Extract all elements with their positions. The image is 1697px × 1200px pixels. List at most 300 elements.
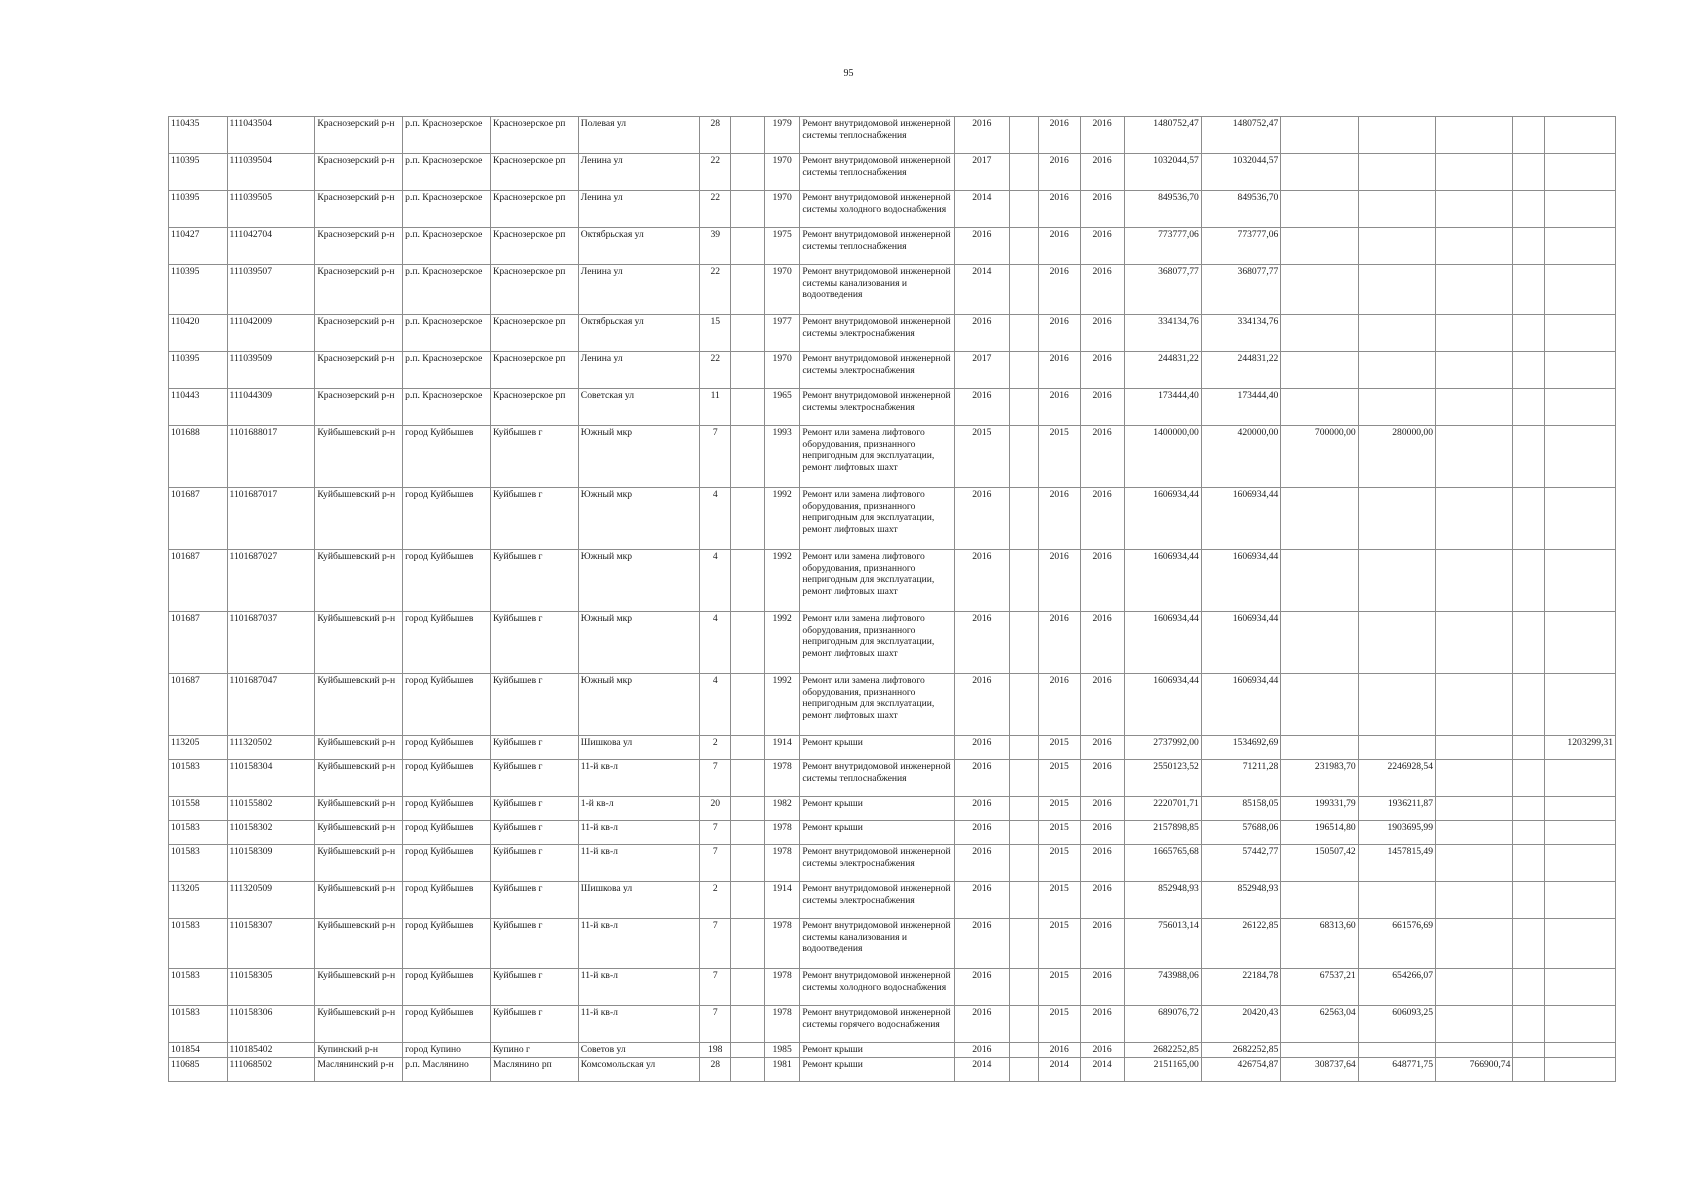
end-year-cell: 2016 xyxy=(1080,882,1124,919)
house-id-cell: 110395 xyxy=(169,191,228,228)
build-year-cell: 1914 xyxy=(764,882,800,919)
blank-cell xyxy=(1513,265,1544,315)
end-year-cell: 2016 xyxy=(1080,488,1124,550)
regional-budget-cell xyxy=(1281,352,1358,389)
owners-funds-cell: 766900,74 xyxy=(1436,1057,1513,1081)
end-year-cell: 2016 xyxy=(1080,736,1124,760)
other-funds-cell xyxy=(1544,389,1615,426)
fund-cost-cell: 173444,40 xyxy=(1201,389,1280,426)
record-code-cell: 111039509 xyxy=(227,352,315,389)
other-funds-cell xyxy=(1544,919,1615,969)
local-budget-cell: 648771,75 xyxy=(1358,1057,1435,1081)
blank-cell xyxy=(1513,1043,1544,1058)
start-year-cell: 2015 xyxy=(1038,845,1080,882)
district-cell: Куйбышевский р-н xyxy=(315,736,403,760)
owners-funds-cell xyxy=(1436,882,1513,919)
locality-cell: Куйбышев г xyxy=(490,426,578,488)
local-budget-cell: 661576,69 xyxy=(1358,919,1435,969)
start-year-cell: 2015 xyxy=(1038,969,1080,1006)
blank-cell xyxy=(1009,191,1038,228)
locality-cell: Куйбышев г xyxy=(490,919,578,969)
total-cost-cell: 2157898,85 xyxy=(1124,821,1201,845)
street-cell: 11-й кв-л xyxy=(578,919,699,969)
house-id-cell: 101687 xyxy=(169,550,228,612)
regional-budget-cell xyxy=(1281,550,1358,612)
work-type-cell: Ремонт крыши xyxy=(800,821,955,845)
blank-cell xyxy=(1513,117,1544,154)
regional-budget-cell: 231983,70 xyxy=(1281,760,1358,797)
record-code-cell: 110158309 xyxy=(227,845,315,882)
blank-cell xyxy=(1513,191,1544,228)
local-budget-cell xyxy=(1358,352,1435,389)
start-year-cell: 2016 xyxy=(1038,612,1080,674)
record-code-cell: 111039507 xyxy=(227,265,315,315)
other-funds-cell xyxy=(1544,612,1615,674)
total-cost-cell: 1606934,44 xyxy=(1124,488,1201,550)
work-type-cell: Ремонт крыши xyxy=(800,1043,955,1058)
street-cell: 11-й кв-л xyxy=(578,1006,699,1043)
blank-cell xyxy=(1513,488,1544,550)
settlement-cell: город Куйбышев xyxy=(403,550,491,612)
blank-cell xyxy=(1513,821,1544,845)
local-budget-cell xyxy=(1358,736,1435,760)
house-number-cell: 7 xyxy=(700,919,731,969)
end-year-cell: 2016 xyxy=(1080,228,1124,265)
end-year-cell: 2016 xyxy=(1080,845,1124,882)
district-cell: Куйбышевский р-н xyxy=(315,797,403,821)
house-number-cell: 7 xyxy=(700,821,731,845)
table-row xyxy=(169,797,1616,821)
total-cost-cell: 1606934,44 xyxy=(1124,550,1201,612)
owners-funds-cell xyxy=(1436,821,1513,845)
total-cost-cell: 743988,06 xyxy=(1124,969,1201,1006)
blank-cell xyxy=(731,674,764,736)
street-cell: Шишкова ул xyxy=(578,882,699,919)
total-cost-cell: 2151165,00 xyxy=(1124,1057,1201,1081)
blank-cell xyxy=(1009,736,1038,760)
district-cell: Краснозерский р-н xyxy=(315,228,403,265)
fund-cost-cell: 852948,93 xyxy=(1201,882,1280,919)
total-cost-cell: 1480752,47 xyxy=(1124,117,1201,154)
house-number-cell: 22 xyxy=(700,154,731,191)
settlement-cell: р.п. Краснозерское xyxy=(403,352,491,389)
blank-cell xyxy=(1009,1006,1038,1043)
regional-budget-cell xyxy=(1281,389,1358,426)
start-year-cell: 2016 xyxy=(1038,1043,1080,1058)
regional-budget-cell: 67537,21 xyxy=(1281,969,1358,1006)
fund-cost-cell: 244831,22 xyxy=(1201,352,1280,389)
locality-cell: Куйбышев г xyxy=(490,821,578,845)
settlement-cell: р.п. Краснозерское xyxy=(403,154,491,191)
house-id-cell: 101583 xyxy=(169,821,228,845)
work-type-cell: Ремонт внутридомовой инженерной системы электроснабжения xyxy=(800,352,955,389)
local-budget-cell xyxy=(1358,117,1435,154)
locality-cell: Куйбышев г xyxy=(490,736,578,760)
plan-year-cell: 2016 xyxy=(955,845,1009,882)
total-cost-cell: 1400000,00 xyxy=(1124,426,1201,488)
local-budget-cell xyxy=(1358,612,1435,674)
regional-budget-cell xyxy=(1281,191,1358,228)
blank-cell xyxy=(1513,352,1544,389)
blank-cell xyxy=(1513,1057,1544,1081)
end-year-cell: 2016 xyxy=(1080,919,1124,969)
local-budget-cell xyxy=(1358,154,1435,191)
total-cost-cell: 756013,14 xyxy=(1124,919,1201,969)
owners-funds-cell xyxy=(1436,550,1513,612)
district-cell: Куйбышевский р-н xyxy=(315,882,403,919)
fund-cost-cell: 1480752,47 xyxy=(1201,117,1280,154)
house-id-cell: 110395 xyxy=(169,154,228,191)
house-id-cell: 110427 xyxy=(169,228,228,265)
district-cell: Куйбышевский р-н xyxy=(315,674,403,736)
work-type-cell: Ремонт внутридомовой инженерной системы теплоснабжения xyxy=(800,154,955,191)
work-type-cell: Ремонт внутридомовой инженерной системы теплоснабжения xyxy=(800,760,955,797)
end-year-cell: 2016 xyxy=(1080,352,1124,389)
local-budget-cell: 1903695,99 xyxy=(1358,821,1435,845)
house-number-cell: 198 xyxy=(700,1043,731,1058)
table-row xyxy=(169,315,1616,352)
fund-cost-cell: 1606934,44 xyxy=(1201,550,1280,612)
owners-funds-cell xyxy=(1436,612,1513,674)
settlement-cell: город Куйбышев xyxy=(403,612,491,674)
street-cell: Советская ул xyxy=(578,389,699,426)
owners-funds-cell xyxy=(1436,674,1513,736)
build-year-cell: 1981 xyxy=(764,1057,800,1081)
locality-cell: Куйбышев г xyxy=(490,488,578,550)
build-year-cell: 1978 xyxy=(764,845,800,882)
house-id-cell: 101583 xyxy=(169,845,228,882)
district-cell: Краснозерский р-н xyxy=(315,191,403,228)
other-funds-cell xyxy=(1544,426,1615,488)
work-type-cell: Ремонт или замена лифтового оборудования, признанного непригодным для эксплуатации, ремонт лифтовых шахт xyxy=(800,488,955,550)
fund-cost-cell: 1534692,69 xyxy=(1201,736,1280,760)
start-year-cell: 2016 xyxy=(1038,315,1080,352)
start-year-cell: 2016 xyxy=(1038,389,1080,426)
record-code-cell: 111039504 xyxy=(227,154,315,191)
fund-cost-cell: 71211,28 xyxy=(1201,760,1280,797)
total-cost-cell: 2737992,00 xyxy=(1124,736,1201,760)
blank-cell xyxy=(731,797,764,821)
end-year-cell: 2016 xyxy=(1080,674,1124,736)
street-cell: Ленина ул xyxy=(578,191,699,228)
record-code-cell: 110158305 xyxy=(227,969,315,1006)
end-year-cell: 2016 xyxy=(1080,117,1124,154)
end-year-cell: 2016 xyxy=(1080,426,1124,488)
street-cell: Ленина ул xyxy=(578,352,699,389)
work-type-cell: Ремонт внутридомовой инженерной системы теплоснабжения xyxy=(800,117,955,154)
district-cell: Куйбышевский р-н xyxy=(315,845,403,882)
build-year-cell: 1992 xyxy=(764,550,800,612)
regional-budget-cell: 196514,80 xyxy=(1281,821,1358,845)
plan-year-cell: 2016 xyxy=(955,797,1009,821)
house-id-cell: 101854 xyxy=(169,1043,228,1058)
street-cell: Октябрьская ул xyxy=(578,228,699,265)
blank-cell xyxy=(731,882,764,919)
district-cell: Краснозерский р-н xyxy=(315,117,403,154)
build-year-cell: 1975 xyxy=(764,228,800,265)
street-cell: Южный мкр xyxy=(578,612,699,674)
other-funds-cell xyxy=(1544,117,1615,154)
start-year-cell: 2014 xyxy=(1038,1057,1080,1081)
settlement-cell: город Куйбышев xyxy=(403,736,491,760)
other-funds-cell xyxy=(1544,191,1615,228)
owners-funds-cell xyxy=(1436,191,1513,228)
locality-cell: Краснозерское рп xyxy=(490,228,578,265)
table-row xyxy=(169,1057,1616,1081)
start-year-cell: 2015 xyxy=(1038,760,1080,797)
total-cost-cell: 689076,72 xyxy=(1124,1006,1201,1043)
street-cell: 1-й кв-л xyxy=(578,797,699,821)
local-budget-cell xyxy=(1358,550,1435,612)
regional-budget-cell xyxy=(1281,1043,1358,1058)
district-cell: Краснозерский р-н xyxy=(315,315,403,352)
blank-cell xyxy=(1009,845,1038,882)
settlement-cell: р.п. Краснозерское xyxy=(403,315,491,352)
street-cell: Советов ул xyxy=(578,1043,699,1058)
table-row xyxy=(169,760,1616,797)
settlement-cell: город Куйбышев xyxy=(403,845,491,882)
owners-funds-cell xyxy=(1436,154,1513,191)
record-code-cell: 111044309 xyxy=(227,389,315,426)
locality-cell: Краснозерское рп xyxy=(490,117,578,154)
blank-cell xyxy=(731,191,764,228)
district-cell: Куйбышевский р-н xyxy=(315,488,403,550)
owners-funds-cell xyxy=(1436,1043,1513,1058)
plan-year-cell: 2016 xyxy=(955,550,1009,612)
house-id-cell: 101583 xyxy=(169,919,228,969)
fund-cost-cell: 2682252,85 xyxy=(1201,1043,1280,1058)
blank-cell xyxy=(1513,845,1544,882)
house-id-cell: 110395 xyxy=(169,352,228,389)
start-year-cell: 2016 xyxy=(1038,154,1080,191)
end-year-cell: 2016 xyxy=(1080,1006,1124,1043)
district-cell: Куйбышевский р-н xyxy=(315,919,403,969)
total-cost-cell: 2550123,52 xyxy=(1124,760,1201,797)
house-number-cell: 2 xyxy=(700,882,731,919)
house-number-cell: 22 xyxy=(700,265,731,315)
settlement-cell: город Купино xyxy=(403,1043,491,1058)
house-id-cell: 110685 xyxy=(169,1057,228,1081)
page-number: 95 xyxy=(843,68,854,79)
other-funds-cell xyxy=(1544,882,1615,919)
locality-cell: Купино г xyxy=(490,1043,578,1058)
work-type-cell: Ремонт крыши xyxy=(800,797,955,821)
other-funds-cell xyxy=(1544,1057,1615,1081)
record-code-cell: 111068502 xyxy=(227,1057,315,1081)
settlement-cell: р.п. Краснозерское xyxy=(403,191,491,228)
regional-budget-cell: 150507,42 xyxy=(1281,845,1358,882)
settlement-cell: р.п. Краснозерское xyxy=(403,228,491,265)
house-id-cell: 113205 xyxy=(169,736,228,760)
blank-cell xyxy=(1513,550,1544,612)
fund-cost-cell: 1606934,44 xyxy=(1201,488,1280,550)
table-row xyxy=(169,969,1616,1006)
build-year-cell: 1982 xyxy=(764,797,800,821)
other-funds-cell xyxy=(1544,797,1615,821)
record-code-cell: 110185402 xyxy=(227,1043,315,1058)
blank-cell xyxy=(1009,389,1038,426)
plan-year-cell: 2016 xyxy=(955,760,1009,797)
plan-year-cell: 2016 xyxy=(955,488,1009,550)
district-cell: Куйбышевский р-н xyxy=(315,612,403,674)
settlement-cell: город Куйбышев xyxy=(403,969,491,1006)
owners-funds-cell xyxy=(1436,919,1513,969)
fund-cost-cell: 1606934,44 xyxy=(1201,674,1280,736)
local-budget-cell xyxy=(1358,191,1435,228)
house-number-cell: 22 xyxy=(700,352,731,389)
owners-funds-cell xyxy=(1436,760,1513,797)
fund-cost-cell: 1032044,57 xyxy=(1201,154,1280,191)
district-cell: Краснозерский р-н xyxy=(315,154,403,191)
plan-year-cell: 2016 xyxy=(955,1006,1009,1043)
build-year-cell: 1992 xyxy=(764,488,800,550)
district-cell: Куйбышевский р-н xyxy=(315,760,403,797)
owners-funds-cell xyxy=(1436,315,1513,352)
plan-year-cell: 2017 xyxy=(955,352,1009,389)
blank-cell xyxy=(731,389,764,426)
house-number-cell: 15 xyxy=(700,315,731,352)
house-number-cell: 39 xyxy=(700,228,731,265)
street-cell: 11-й кв-л xyxy=(578,969,699,1006)
start-year-cell: 2016 xyxy=(1038,228,1080,265)
street-cell: Южный мкр xyxy=(578,426,699,488)
blank-cell xyxy=(731,228,764,265)
start-year-cell: 2016 xyxy=(1038,191,1080,228)
work-type-cell: Ремонт внутридомовой инженерной системы горячего водоснабжения xyxy=(800,1006,955,1043)
blank-cell xyxy=(1009,265,1038,315)
district-cell: Куйбышевский р-н xyxy=(315,426,403,488)
house-number-cell: 11 xyxy=(700,389,731,426)
house-number-cell: 2 xyxy=(700,736,731,760)
record-code-cell: 110158302 xyxy=(227,821,315,845)
end-year-cell: 2016 xyxy=(1080,550,1124,612)
street-cell: Ленина ул xyxy=(578,154,699,191)
other-funds-cell xyxy=(1544,845,1615,882)
district-cell: Купинский р-н xyxy=(315,1043,403,1058)
house-id-cell: 101583 xyxy=(169,969,228,1006)
work-type-cell: Ремонт крыши xyxy=(800,736,955,760)
blank-cell xyxy=(1513,315,1544,352)
regional-budget-cell xyxy=(1281,265,1358,315)
district-cell: Куйбышевский р-н xyxy=(315,969,403,1006)
fund-cost-cell: 57688,06 xyxy=(1201,821,1280,845)
owners-funds-cell xyxy=(1436,228,1513,265)
street-cell: Южный мкр xyxy=(578,488,699,550)
table-row xyxy=(169,612,1616,674)
plan-year-cell: 2017 xyxy=(955,154,1009,191)
settlement-cell: город Куйбышев xyxy=(403,797,491,821)
table-row xyxy=(169,882,1616,919)
other-funds-cell xyxy=(1544,969,1615,1006)
regional-budget-cell: 68313,60 xyxy=(1281,919,1358,969)
settlement-cell: город Куйбышев xyxy=(403,674,491,736)
house-id-cell: 110395 xyxy=(169,265,228,315)
total-cost-cell: 368077,77 xyxy=(1124,265,1201,315)
end-year-cell: 2014 xyxy=(1080,1057,1124,1081)
blank-cell xyxy=(731,1043,764,1058)
owners-funds-cell xyxy=(1436,426,1513,488)
build-year-cell: 1993 xyxy=(764,426,800,488)
total-cost-cell: 1606934,44 xyxy=(1124,612,1201,674)
regional-budget-cell xyxy=(1281,315,1358,352)
blank-cell xyxy=(731,612,764,674)
build-year-cell: 1992 xyxy=(764,612,800,674)
record-code-cell: 110158304 xyxy=(227,760,315,797)
table-row xyxy=(169,426,1616,488)
locality-cell: Краснозерское рп xyxy=(490,265,578,315)
other-funds-cell xyxy=(1544,1043,1615,1058)
blank-cell xyxy=(1009,315,1038,352)
plan-year-cell: 2014 xyxy=(955,265,1009,315)
other-funds-cell xyxy=(1544,265,1615,315)
fund-cost-cell: 368077,77 xyxy=(1201,265,1280,315)
blank-cell xyxy=(1009,550,1038,612)
work-type-cell: Ремонт внутридомовой инженерной системы электроснабжения xyxy=(800,882,955,919)
table-row xyxy=(169,191,1616,228)
other-funds-cell xyxy=(1544,821,1615,845)
locality-cell: Краснозерское рп xyxy=(490,154,578,191)
street-cell: Полевая ул xyxy=(578,117,699,154)
street-cell: Комсомольская ул xyxy=(578,1057,699,1081)
district-cell: Куйбышевский р-н xyxy=(315,550,403,612)
table-row xyxy=(169,736,1616,760)
build-year-cell: 1977 xyxy=(764,315,800,352)
locality-cell: Краснозерское рп xyxy=(490,315,578,352)
total-cost-cell: 173444,40 xyxy=(1124,389,1201,426)
blank-cell xyxy=(1009,426,1038,488)
fund-cost-cell: 22184,78 xyxy=(1201,969,1280,1006)
table-row xyxy=(169,919,1616,969)
house-number-cell: 20 xyxy=(700,797,731,821)
work-type-cell: Ремонт внутридомовой инженерной системы электроснабжения xyxy=(800,389,955,426)
total-cost-cell: 2682252,85 xyxy=(1124,1043,1201,1058)
plan-year-cell: 2016 xyxy=(955,228,1009,265)
table-row xyxy=(169,352,1616,389)
blank-cell xyxy=(731,117,764,154)
table-row xyxy=(169,674,1616,736)
house-id-cell: 101558 xyxy=(169,797,228,821)
locality-cell: Маслянино рп xyxy=(490,1057,578,1081)
work-type-cell: Ремонт или замена лифтового оборудования, признанного непригодным для эксплуатации, ремонт лифтовых шахт xyxy=(800,612,955,674)
house-number-cell: 4 xyxy=(700,674,731,736)
work-type-cell: Ремонт или замена лифтового оборудования, признанного непригодным для эксплуатации, ремонт лифтовых шахт xyxy=(800,674,955,736)
other-funds-cell xyxy=(1544,228,1615,265)
build-year-cell: 1979 xyxy=(764,117,800,154)
work-type-cell: Ремонт внутридомовой инженерной системы электроснабжения xyxy=(800,845,955,882)
house-number-cell: 7 xyxy=(700,760,731,797)
work-type-cell: Ремонт внутридомовой инженерной системы теплоснабжения xyxy=(800,228,955,265)
local-budget-cell: 1936211,87 xyxy=(1358,797,1435,821)
blank-cell xyxy=(1513,389,1544,426)
build-year-cell: 1985 xyxy=(764,1043,800,1058)
start-year-cell: 2015 xyxy=(1038,882,1080,919)
settlement-cell: р.п. Краснозерское xyxy=(403,265,491,315)
blank-cell xyxy=(731,1006,764,1043)
blank-cell xyxy=(1513,760,1544,797)
start-year-cell: 2015 xyxy=(1038,1006,1080,1043)
end-year-cell: 2016 xyxy=(1080,612,1124,674)
regional-budget-cell xyxy=(1281,488,1358,550)
record-code-cell: 111042704 xyxy=(227,228,315,265)
start-year-cell: 2015 xyxy=(1038,797,1080,821)
end-year-cell: 2016 xyxy=(1080,191,1124,228)
build-year-cell: 1970 xyxy=(764,265,800,315)
local-budget-cell: 654266,07 xyxy=(1358,969,1435,1006)
total-cost-cell: 244831,22 xyxy=(1124,352,1201,389)
settlement-cell: город Куйбышев xyxy=(403,919,491,969)
table-row xyxy=(169,821,1616,845)
locality-cell: Краснозерское рп xyxy=(490,191,578,228)
